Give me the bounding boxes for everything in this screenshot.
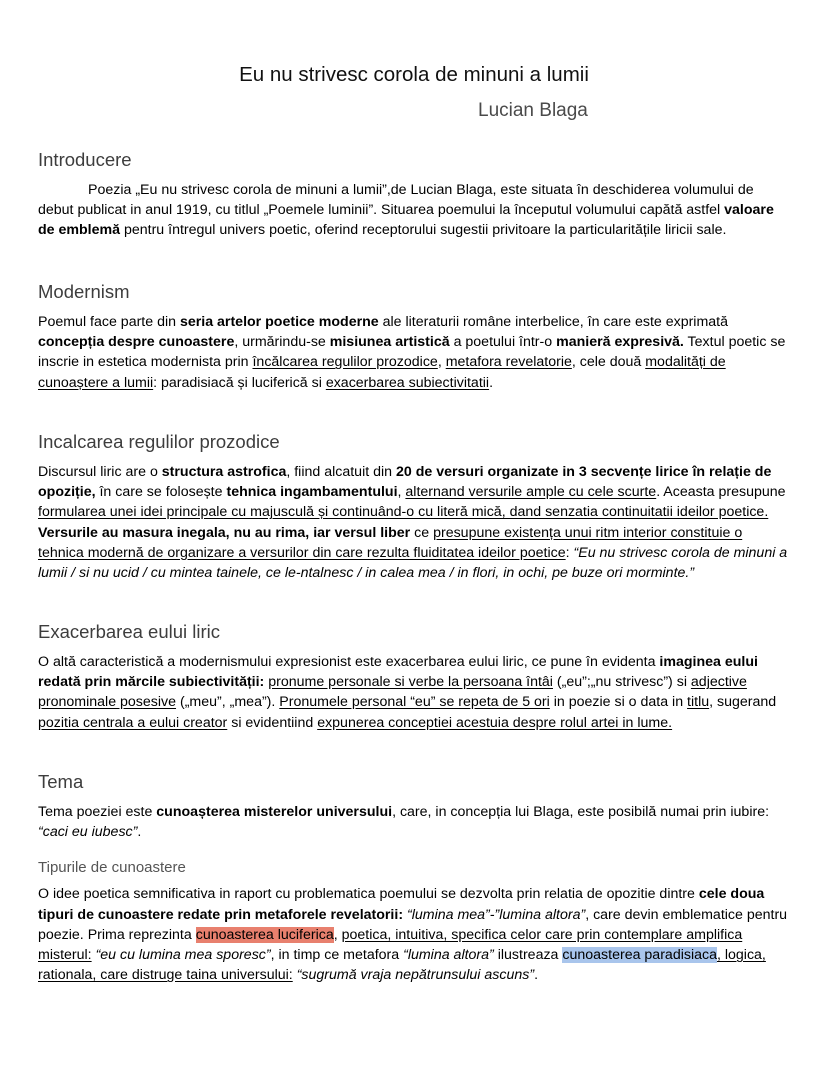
highlighted-run-blue: cunoasterea paradisiaca <box>562 947 717 964</box>
underlined-run: formularea unei idei principale cu majusculă și continuând-o cu literă mică, dand senzatia continuitatii ideilor poetice. <box>38 504 769 521</box>
paragraph-tipuri-cunoastere <box>38 884 790 985</box>
text-run: pentru întregul univers poetic, oferind receptorului sugestii privitoare la particularitățile liricii sale. <box>120 222 727 239</box>
text-run: . <box>137 824 142 841</box>
text-run: Poezia „Eu nu strivesc corola de minuni a lumii”,de Lucian Blaga, este situata în deschiderea volumului de debut publicat in anul 1919, cu titlul „Poemele luminii”. Situarea poemului la începutul volumului capătă astfel <box>38 182 754 219</box>
text-run: , fiind alcatuit din <box>286 464 396 480</box>
italic-quote: “lumina mea”-”lumina altora” <box>407 906 586 923</box>
italic-quote: “caci eu iubesc” <box>38 824 138 841</box>
underlined-run: Pronumele personal “eu” se repeta de 5 ori <box>279 694 550 711</box>
paragraph-eu-liric <box>38 652 790 733</box>
underlined-run: alternand versurile ample cu cele scurte <box>405 484 657 501</box>
text-run: . Aceasta presupune <box>656 484 786 501</box>
bold-run: structura astrofica <box>161 464 287 480</box>
heading-tema: Tema <box>38 771 84 792</box>
bold-run: cunoașterea misterelor universului <box>156 804 393 820</box>
underlined-run: pronume personale si verbe la persoana întâi <box>268 674 553 691</box>
heading-prozodie: Incalcarea regulilor prozodice <box>38 431 280 452</box>
italic-quote: “sugrumă vraja nepătrunsului ascuns” <box>296 967 535 984</box>
underlined-run: modalități de cunoaștere a lumii <box>38 354 726 391</box>
section-modernism <box>38 280 790 393</box>
heading-eu-liric: Exacerbarea eului liric <box>38 621 221 642</box>
text-run: , care devin emblematice pentru poezie. Prima reprezinta <box>38 906 788 943</box>
text-run: . <box>489 374 494 391</box>
text-run: ilustreaza <box>493 947 563 964</box>
bold-run: cele doua tipuri de cunoastere redate prin metaforele revelatorii: <box>38 886 765 923</box>
underlined-run: poetica, intuitiva, specifica celor care prin contemplare amplifica misterul: <box>38 926 743 964</box>
document-author: Lucian Blaga <box>478 100 588 121</box>
bold-run: imaginea eului redată prin mărcile subiectivității: <box>38 654 758 691</box>
text-run: O altă caracteristică a modernismului expresionist este exacerbarea eului liric, ce pune în evidenta <box>38 654 660 670</box>
text-run: în care se folosește <box>95 484 227 501</box>
underlined-run: încălcarea regulilor prozodice <box>252 354 438 371</box>
paragraph-prozodie <box>38 462 790 583</box>
text-run: („eu”;„nu strivesc”) si <box>552 674 691 691</box>
text-run: , urmărindu-se <box>234 334 330 351</box>
paragraph-modernism <box>38 312 790 393</box>
text-run: . <box>534 967 539 984</box>
text-run: Tema poeziei este <box>38 804 157 820</box>
text-run: O idee poetica semnificativa in raport cu problematica poemului se dezvolta prin relatia de opozitie dintre <box>38 886 699 903</box>
text-run: : <box>565 544 574 561</box>
document-title: Eu nu strivesc corola de minuni a lumii <box>239 63 589 86</box>
text-run: , cele două <box>571 354 646 371</box>
text-run: si evidentiind <box>227 714 318 731</box>
underlined-run: presupune existența unui ritm interior constituie o tehnica modernă de organizare a versurilor din care rezulta fluiditatea ideilor poetice <box>38 524 743 561</box>
bold-run: concepția despre cunoastere <box>38 334 235 351</box>
text-run: : paradisiacă și luciferică si <box>153 374 326 391</box>
text-run: , <box>397 484 406 501</box>
text-run: , care, in concepția lui Blaga, este posibilă numai prin iubire: <box>392 804 770 820</box>
heading-modernism: Modernism <box>38 281 130 302</box>
text-run: Textul poetic se inscrie in estetica modernista prin <box>38 334 786 371</box>
highlighted-run-red: cunoasterea luciferica <box>195 926 334 943</box>
text-run: a poetului într-o <box>449 334 557 351</box>
underlined-run: expunerea conceptiei acestuia despre rolul artei in lume. <box>317 714 673 731</box>
text-run: („meu”, „mea”). <box>176 694 280 711</box>
section-introducere <box>38 148 790 241</box>
underlined-run: adjective pronominale posesive <box>38 674 747 711</box>
bold-run: manieră expresivă. <box>556 334 684 351</box>
italic-quote: “eu cu lumina mea sporesc” <box>95 947 271 964</box>
bold-run: seria artelor poetice moderne <box>179 314 379 330</box>
subheading-tipuri-cunoastere: Tipurile de cunoastere <box>38 859 186 877</box>
text-run: , sugerand <box>709 694 777 711</box>
bold-run: tehnica ingambamentului <box>226 484 398 501</box>
paragraph-introducere <box>38 180 790 241</box>
bold-run: valoare de emblemă <box>38 202 774 239</box>
heading-introducere: Introducere <box>38 149 132 170</box>
text-run: ale literaturii române interbelice, în care este exprimată <box>378 314 729 330</box>
underlined-run: metafora revelatorie <box>445 354 572 371</box>
text-run: ce <box>410 524 434 541</box>
italic-quote: “lumina altora” <box>403 947 494 964</box>
underlined-run: titlu <box>687 694 710 711</box>
text-run: Poemul face parte din <box>38 314 180 330</box>
italic-quote: “Eu nu strivesc corola de minuni a lumii / si nu ucid / cu mintea tainele, ce le-ntalnesc / in calea mea / in flori, in ochi, pe buze ori morminte.” <box>38 544 788 582</box>
underlined-run: exacerbarea subiectivitatii <box>325 374 490 391</box>
bold-run: Versurile au masura inegala, nu au rima, iar versul liber <box>38 524 411 541</box>
bold-run: 20 de versuri organizate in 3 secvențe lirice în relație de opoziție, <box>38 464 772 501</box>
section-prozodie <box>38 430 790 583</box>
underlined-run: pozitia centrala a eului creator <box>38 714 228 731</box>
text-run: , in timp ce metafora <box>270 947 404 964</box>
text-run: in poezie si o data in <box>549 694 688 711</box>
section-tema <box>38 770 790 985</box>
paragraph-tema <box>38 802 790 842</box>
underlined-run: , logica, rationala, care distruge taina universului: <box>38 947 766 984</box>
text-run: , <box>437 354 446 371</box>
text-run: , <box>333 926 342 943</box>
bold-run: misiunea artistică <box>329 334 450 351</box>
section-eu-liric <box>38 620 790 733</box>
text-run: Discursul liric are o <box>38 464 162 480</box>
